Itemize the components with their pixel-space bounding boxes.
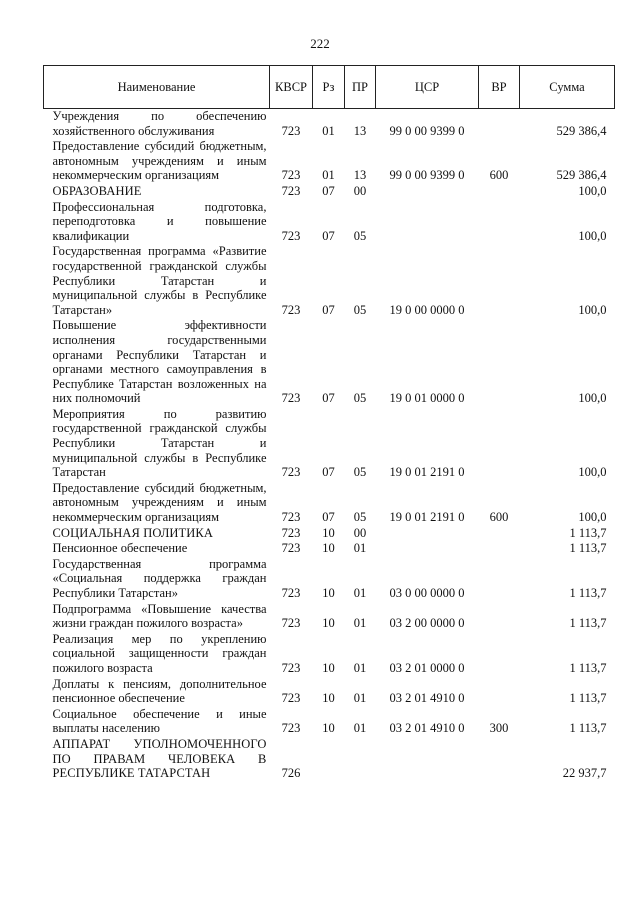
cell-csr: 99 0 00 9399 0: [389, 168, 465, 183]
cell-pr: 00: [353, 183, 367, 198]
cell-vr: 300: [489, 721, 509, 736]
table-row: [44, 407, 615, 481]
table-row: [44, 677, 615, 707]
cell-pr: 05: [353, 228, 367, 243]
cell-vr: 600: [489, 168, 509, 183]
cell-kvsr: 723: [281, 721, 301, 736]
table-row: [44, 541, 615, 557]
table-row: [44, 602, 615, 632]
cell-csr: [376, 184, 479, 200]
cell-pr: 01: [353, 616, 367, 631]
table-header-row: [44, 66, 615, 109]
cell-sum: 529 386,4: [556, 168, 607, 183]
cell-kvsr: 723: [281, 586, 301, 600]
cell-kvsr: 723: [281, 391, 301, 406]
header-pr: ПР: [345, 66, 376, 109]
cell-vr: [479, 602, 520, 632]
table-row: [44, 526, 615, 542]
cell-rz: 10: [322, 586, 335, 600]
cell-sum: 1 113,7: [569, 721, 607, 736]
cell-name: Государственная программа «Развитие государственной гражданской службы Республики Татарстан и муниципальной службы в Республике Татарстан»: [52, 244, 267, 317]
cell-pr: 00: [353, 525, 367, 540]
cell-vr: [479, 109, 520, 140]
cell-csr: 03 0 00 0000 0: [389, 586, 465, 600]
cell-rz: 07: [322, 391, 335, 406]
cell-kvsr: 723: [281, 616, 301, 631]
cell-csr: 19 0 01 2191 0: [389, 510, 465, 525]
cell-sum: 1 113,7: [569, 616, 607, 631]
cell-sum: 100,0: [578, 391, 607, 406]
cell-vr: [479, 184, 520, 200]
cell-sum: 100,0: [578, 228, 607, 243]
cell-csr: 19 0 01 2191 0: [389, 465, 465, 480]
cell-kvsr: 723: [281, 465, 301, 480]
cell-pr: 13: [353, 123, 367, 138]
cell-name: Социальное обеспечение и иные выплаты населению: [52, 706, 267, 736]
cell-sum: 1 113,7: [569, 691, 607, 706]
cell-name: Предоставление субсидий бюджетным, автономным учреждениям и иным некоммерческим организациям: [52, 139, 267, 183]
cell-sum: 100,0: [578, 510, 607, 525]
cell-kvsr: 723: [281, 510, 301, 525]
cell-csr: 03 2 00 0000 0: [389, 616, 465, 631]
cell-pr: 01: [353, 691, 367, 706]
header-rz: Рз: [313, 66, 345, 109]
cell-rz: 01: [322, 168, 335, 183]
cell-kvsr: 723: [281, 691, 301, 706]
cell-vr: [479, 737, 520, 782]
cell-rz: [313, 737, 345, 782]
table-row: [44, 481, 615, 526]
cell-pr: 13: [353, 168, 367, 183]
cell-sum: 1 113,7: [569, 660, 607, 675]
cell-rz: 10: [322, 660, 335, 675]
cell-kvsr: 723: [281, 183, 301, 198]
cell-csr: 03 2 01 4910 0: [389, 721, 465, 736]
cell-rz: 07: [322, 183, 335, 198]
cell-rz: 10: [322, 616, 335, 631]
cell-vr: [479, 677, 520, 707]
cell-rz: 07: [322, 465, 335, 480]
header-vr: ВР: [479, 66, 520, 109]
cell-pr: 05: [353, 510, 367, 525]
cell-pr: 05: [353, 465, 367, 480]
cell-csr: [376, 541, 479, 557]
cell-csr: [376, 526, 479, 542]
cell-vr: [479, 407, 520, 481]
cell-rz: 10: [322, 525, 335, 540]
cell-vr: 600: [489, 510, 509, 525]
table-row: [44, 109, 615, 140]
cell-pr: 05: [353, 391, 367, 406]
cell-name: Доплаты к пенсиям, дополнительное пенсионное обеспечение: [52, 676, 267, 706]
cell-vr: [479, 244, 520, 318]
cell-vr: [479, 557, 520, 602]
cell-name: Учреждения по обеспечению хозяйственного обслуживания: [52, 109, 267, 138]
cell-pr: 05: [353, 302, 367, 317]
cell-pr: 01: [353, 721, 367, 736]
table-row: [44, 200, 615, 245]
cell-csr: 19 0 00 0000 0: [389, 302, 465, 317]
cell-kvsr: 723: [281, 228, 301, 243]
header-csr: ЦСР: [376, 66, 479, 109]
cell-kvsr: 723: [281, 525, 301, 540]
table-row: [44, 737, 615, 782]
cell-rz: 07: [322, 228, 335, 243]
cell-name: Государственная программа «Социальная поддержка граждан Республики Татарстан»: [52, 556, 267, 600]
page-number: 222: [310, 36, 330, 51]
cell-sum: 1 113,7: [569, 525, 607, 540]
cell-vr: [479, 632, 520, 677]
cell-name: Подпрограмма «Повышение качества жизни граждан пожилого возраста»: [52, 601, 267, 631]
cell-name: СОЦИАЛЬНАЯ ПОЛИТИКА: [52, 525, 213, 540]
header-name: Наименование: [44, 66, 270, 109]
cell-pr: 01: [353, 541, 367, 556]
table-row: [44, 244, 615, 318]
cell-sum: 22 937,7: [562, 766, 607, 781]
cell-kvsr: 723: [281, 541, 301, 556]
cell-sum: 100,0: [578, 302, 607, 317]
cell-rz: 07: [322, 302, 335, 317]
cell-sum: 100,0: [578, 183, 607, 198]
cell-kvsr: 723: [281, 302, 301, 317]
cell-vr: [479, 541, 520, 557]
cell-csr: 03 2 01 4910 0: [389, 691, 465, 706]
cell-name: Пенсионное обеспечение: [52, 541, 188, 556]
table-row: [44, 707, 615, 737]
header-sum: Сумма: [520, 66, 615, 109]
cell-csr: 19 0 01 0000 0: [389, 391, 465, 406]
cell-rz: 10: [322, 691, 335, 706]
cell-csr: [376, 737, 479, 782]
cell-name: АППАРАТ УПОЛНОМОЧЕННОГО ПО ПРАВАМ ЧЕЛОВЕКА В РЕСПУБЛИКЕ ТАТАРСТАН: [52, 736, 267, 781]
cell-pr: 01: [353, 660, 367, 675]
cell-rz: 01: [322, 123, 335, 138]
table-row: [44, 139, 615, 184]
cell-sum: 1 113,7: [569, 586, 607, 600]
cell-kvsr: 723: [281, 123, 301, 138]
cell-csr: [376, 200, 479, 245]
cell-rz: 10: [322, 541, 335, 556]
cell-rz: 10: [322, 721, 335, 736]
table-row: [44, 632, 615, 677]
cell-name: Предоставление субсидий бюджетным, автономным учреждениям и иным некоммерческим организациям: [52, 480, 267, 525]
cell-name: ОБРАЗОВАНИЕ: [52, 183, 142, 198]
cell-kvsr: 723: [281, 660, 301, 675]
cell-csr: 99 0 00 9399 0: [389, 123, 465, 138]
cell-kvsr: 726: [281, 766, 301, 781]
cell-name: Профессиональная подготовка, переподготовка и повышение квалификации: [52, 199, 267, 243]
cell-pr: 01: [353, 586, 367, 600]
cell-vr: [479, 526, 520, 542]
cell-csr: 03 2 01 0000 0: [389, 660, 465, 675]
cell-sum: 529 386,4: [556, 123, 607, 138]
cell-sum: 100,0: [578, 465, 607, 480]
cell-name: Повышение эффективности исполнения государственными органами Республики Татарстан и органами местного самоуправления в Республике Татарстан возложенных на них полномочий: [52, 318, 267, 406]
table-row: [44, 557, 615, 602]
cell-vr: [479, 318, 520, 407]
budget-table: [43, 65, 615, 782]
header-kvsr: КВСР: [270, 66, 313, 109]
table-row: [44, 318, 615, 407]
cell-vr: [479, 200, 520, 245]
cell-name: Мероприятия по развитию государственной гражданской службы Республики Татарстан и муниципальной службы в Республике Татарстан: [52, 406, 267, 480]
cell-sum: 1 113,7: [569, 541, 607, 556]
cell-rz: 07: [322, 510, 335, 525]
cell-name: Реализация мер по укреплению социальной защищенности граждан пожилого возраста: [52, 631, 267, 675]
cell-kvsr: 723: [281, 168, 301, 183]
cell-pr: [345, 737, 376, 782]
table-row: [44, 184, 615, 200]
